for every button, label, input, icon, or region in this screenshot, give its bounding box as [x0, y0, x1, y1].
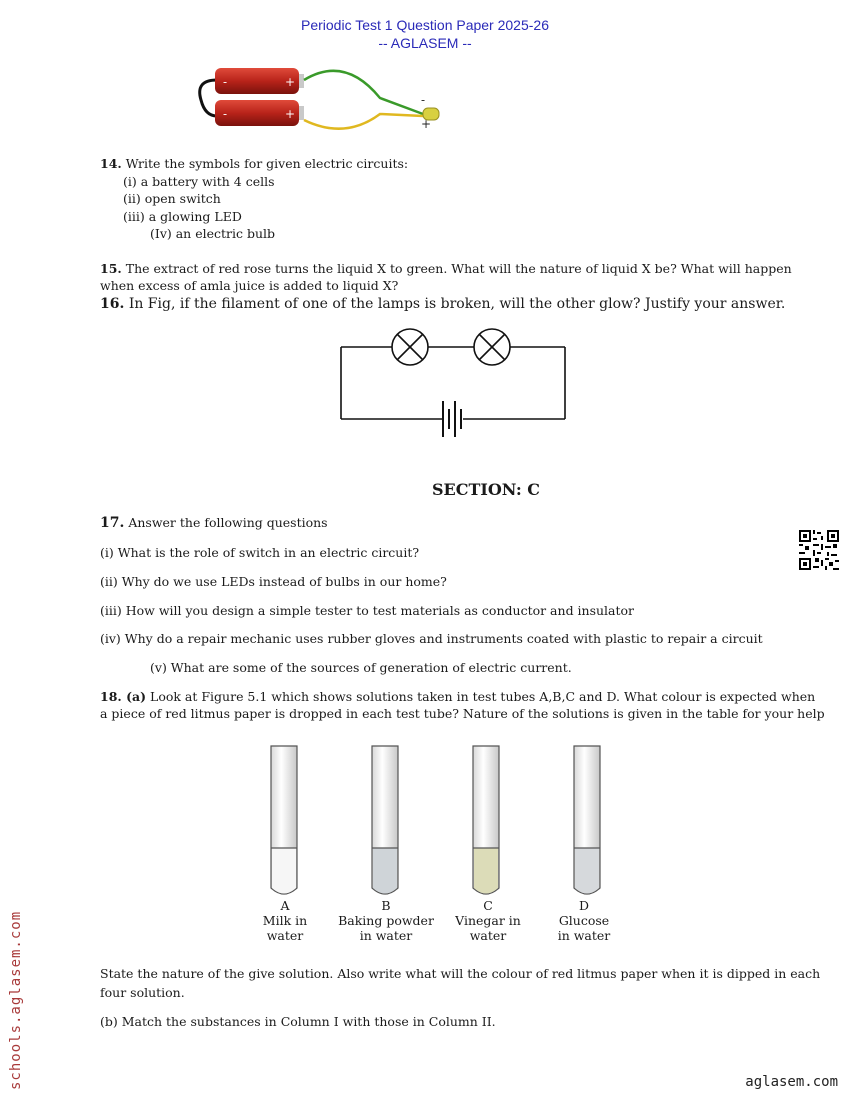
tube-a-label: [235, 898, 335, 943]
q17-item-1: (i) What is the role of switch in an electric circuit?: [100, 545, 420, 560]
tube-d-label: [534, 898, 634, 943]
cell-top-plus: +: [285, 75, 296, 89]
q15-line2: when excess of amla juice is added to liquid X?: [100, 278, 399, 293]
lamp-2-icon: [474, 329, 510, 365]
q16-number: 16.: [100, 296, 125, 312]
lamp-circuit-diagram: [335, 325, 575, 445]
footer-watermark: aglasem.com: [745, 1074, 838, 1090]
tube-a-letter: A: [280, 898, 290, 913]
q18-line2: a piece of red litmus paper is dropped in each test tube? Nature of the solutions is given in the table for your help: [100, 706, 825, 721]
connecting-wire-black: [200, 80, 217, 116]
qr-code-icon: [799, 530, 839, 570]
tube-b-label: [326, 898, 446, 943]
wire-green: [304, 71, 426, 114]
battery-cell-icon: [443, 401, 461, 437]
tube-d-desc-1: Glucose: [558, 913, 610, 928]
q14-item-1: (i) a battery with 4 cells: [123, 174, 275, 189]
q17-item-2: (ii) Why do we use LEDs instead of bulbs in our home?: [100, 574, 447, 589]
q18-number: 18. (a): [100, 689, 147, 704]
q18-state-line2: four solution.: [100, 985, 185, 1000]
battery-led-figure: [195, 60, 455, 142]
test-tube-d: [574, 746, 600, 894]
q14-stem: [100, 155, 408, 172]
tube-c-desc-1: Vinegar in: [455, 913, 521, 928]
test-tube-c: [473, 746, 499, 894]
tube-d-desc-2: in water: [557, 928, 611, 943]
tube-b-desc-1: Baking powder: [338, 913, 434, 928]
q18-state-line1: State the nature of the give solution. Also write what will the colour of red litmus paper when it is dipped in each: [100, 966, 821, 981]
q17-stem: [100, 514, 328, 532]
cell-top-minus: -: [223, 75, 228, 89]
q17-text: Answer the following questions: [128, 515, 328, 530]
test-tube-a: [271, 746, 297, 894]
q17-item-3: (iii) How will you design a simple tester to test materials as conductor and insulator: [100, 603, 635, 618]
header-subtitle: -- AGLASEM --: [378, 35, 472, 51]
q18-text-1: Look at Figure 5.1 which shows solutions taken in test tubes A,B,C and D. What colour is expected when: [150, 689, 816, 704]
q17-item-4: (iv) Why do a repair mechanic uses rubber gloves and instruments coated with plastic to repair a circuit: [100, 631, 763, 646]
side-watermark: schools.aglasem.com: [8, 910, 24, 1090]
led-plus: +: [421, 117, 432, 131]
tube-b-desc-2: in water: [359, 928, 413, 943]
q15-number: 15.: [100, 261, 122, 276]
test-tubes-figure: [255, 740, 625, 902]
q14-item-3: (iii) a glowing LED: [123, 209, 242, 224]
q18-part-b: (b) Match the substances in Column I with those in Column II.: [100, 1014, 496, 1029]
tube-c-letter: C: [483, 898, 493, 913]
q17-number: 17.: [100, 515, 125, 531]
cell-bottom-plus: +: [285, 107, 296, 121]
led-minus: -: [421, 93, 426, 107]
q15-text-1: The extract of red rose turns the liquid X to green. What will the nature of liquid X be? What will happen: [125, 261, 792, 276]
tube-b-letter: B: [381, 898, 391, 913]
section-c-heading: SECTION: C: [431, 480, 541, 499]
q14-text: Write the symbols for given electric circuits:: [125, 156, 409, 171]
q16-stem: [100, 296, 785, 312]
q18-line1: [100, 688, 815, 705]
tube-a-desc-1: Milk in: [262, 913, 308, 928]
q17-item-5: (v) What are some of the sources of generation of electric current.: [150, 660, 572, 675]
wire-yellow: [304, 114, 423, 129]
tube-c-label: [438, 898, 538, 943]
tube-a-desc-2: water: [266, 928, 304, 943]
cell-bottom-minus: -: [223, 107, 228, 121]
q14-item-4: (Iv) an electric bulb: [150, 226, 276, 241]
q14-number: 14.: [100, 156, 122, 171]
q16-text: In Fig, if the filament of one of the lamps is broken, will the other glow? Justify your answer.: [128, 296, 786, 312]
q14-item-2: (ii) open switch: [123, 191, 221, 206]
q15-line1: [100, 260, 792, 277]
lamp-1-icon: [392, 329, 428, 365]
test-tube-b: [372, 746, 398, 894]
header-title: Periodic Test 1 Question Paper 2025-26: [300, 17, 549, 33]
tube-c-desc-2: water: [469, 928, 507, 943]
tube-d-letter: D: [578, 898, 590, 913]
